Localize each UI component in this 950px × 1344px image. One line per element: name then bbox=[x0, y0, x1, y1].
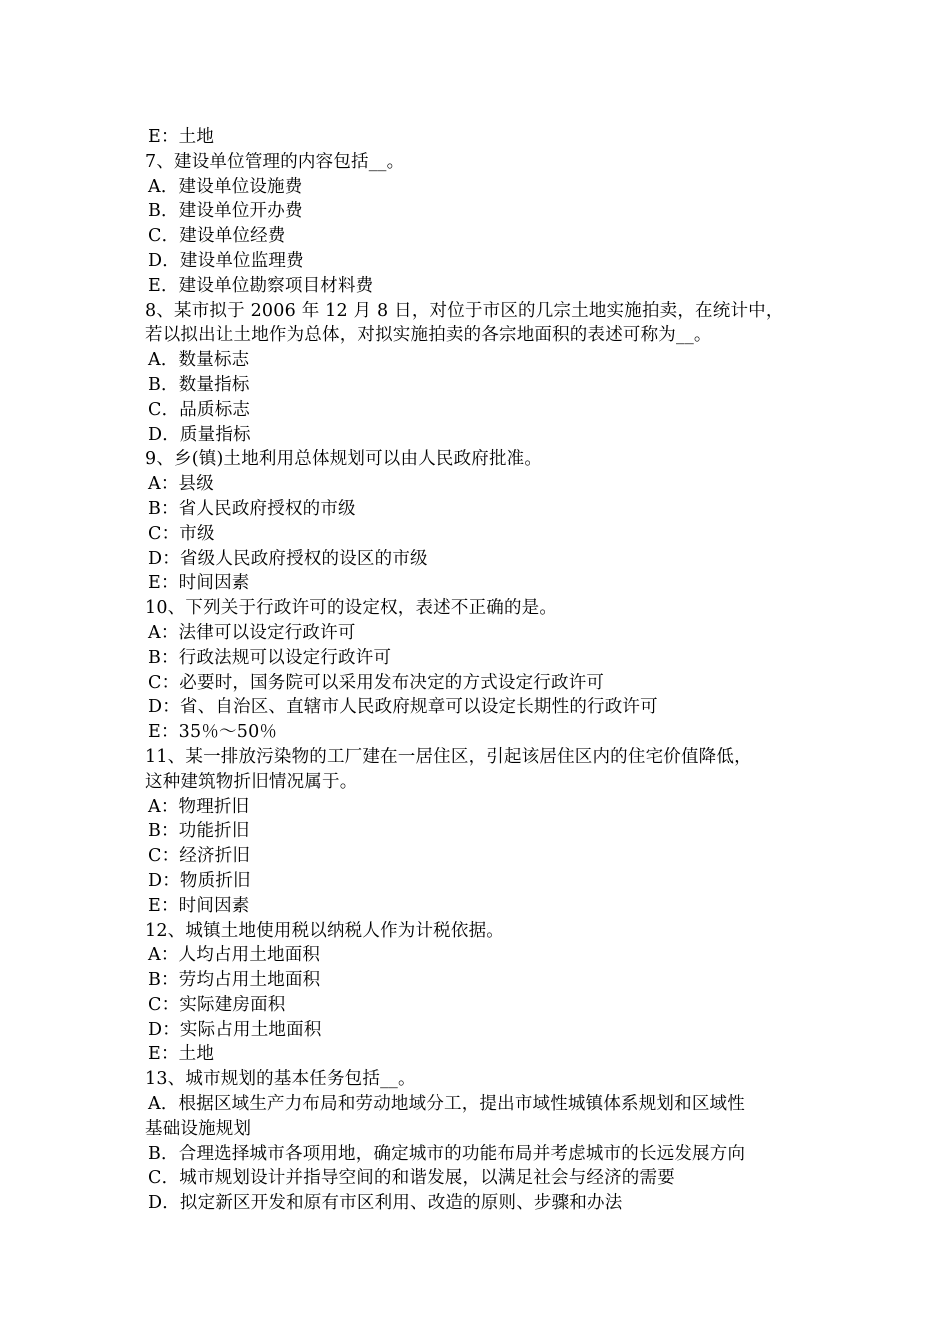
answer-option: B：功能折旧 bbox=[148, 821, 250, 842]
answer-option: A：法律可以设定行政许可 bbox=[148, 622, 356, 643]
answer-option: E．建设单位勘察项目材料费 bbox=[148, 275, 374, 296]
answer-option: A：物理折旧 bbox=[148, 796, 250, 817]
answer-option: E：土地 bbox=[148, 1044, 215, 1065]
question-text: 基础设施规划 bbox=[145, 1118, 252, 1139]
question-text: 9、乡(镇)土地利用总体规划可以由人民政府批准。 bbox=[145, 449, 543, 470]
question-text: 若以拟出让土地作为总体，对拟实施拍卖的各宗地面积的表述可称为__。 bbox=[145, 325, 712, 346]
answer-option: B．数量指标 bbox=[148, 374, 250, 395]
answer-option: E：35％～50％ bbox=[148, 722, 278, 743]
answer-option: B．合理选择城市各项用地，确定城市的功能布局并考虑城市的长远发展方向 bbox=[148, 1143, 746, 1164]
question-text: 12、城镇土地使用税以纳税人作为计税依据。 bbox=[145, 920, 504, 941]
answer-option: D．拟定新区开发和原有市区利用、改造的原则、步骤和办法 bbox=[148, 1193, 623, 1214]
answer-option: A：县级 bbox=[148, 474, 214, 495]
answer-option: A．建设单位设施费 bbox=[148, 176, 303, 197]
answer-option: C．品质标志 bbox=[148, 399, 251, 420]
answer-option: B．建设单位开办费 bbox=[148, 201, 303, 222]
answer-option: D：省级人民政府授权的设区的市级 bbox=[148, 548, 428, 569]
answer-option: B：行政法规可以设定行政许可 bbox=[148, 647, 392, 668]
answer-option: C．城市规划设计并指导空间的和谐发展，以满足社会与经济的需要 bbox=[148, 1168, 675, 1189]
answer-option: A．根据区域生产力布局和劳动地域分工，提出市域性城镇体系规划和区域性 bbox=[148, 1094, 745, 1115]
answer-option: C：经济折旧 bbox=[148, 846, 251, 867]
answer-option: E：土地 bbox=[148, 127, 215, 147]
answer-option: D．质量指标 bbox=[148, 424, 251, 445]
answer-option: A．数量标志 bbox=[148, 350, 250, 371]
answer-option: D：省、自治区、直辖市人民政府规章可以设定长期性的行政许可 bbox=[148, 697, 658, 718]
answer-option: B：省人民政府授权的市级 bbox=[148, 498, 356, 519]
answer-option: C：市级 bbox=[148, 523, 215, 544]
answer-option: E：时间因素 bbox=[148, 895, 250, 916]
answer-option: E：时间因素 bbox=[148, 573, 250, 594]
question-text: 11、某一排放污染物的工厂建在一居住区，引起该居住区内的住宅价值降低， bbox=[145, 746, 752, 767]
answer-option: B：劳均占用土地面积 bbox=[148, 970, 321, 991]
question-text: 8、某市拟于 2006 年 12 月 8 日，对位于市区的几宗土地实施拍卖，在统计中， bbox=[145, 300, 784, 321]
answer-option: D：实际占用土地面积 bbox=[148, 1019, 322, 1040]
answer-option: A：人均占用土地面积 bbox=[148, 945, 321, 966]
question-text: 13、城市规划的基本任务包括__。 bbox=[145, 1069, 416, 1090]
document-body bbox=[145, 125, 810, 1216]
answer-option: C．建设单位经费 bbox=[148, 226, 286, 247]
answer-option: D：物质折旧 bbox=[148, 870, 251, 891]
answer-option: C：必要时，国务院可以采用发布决定的方式设定行政许可 bbox=[148, 672, 605, 693]
question-text: 这种建筑物折旧情况属于。 bbox=[145, 771, 358, 792]
answer-option: C：实际建房面积 bbox=[148, 994, 286, 1015]
question-text: 10、下列关于行政许可的设定权，表述不正确的是。 bbox=[145, 598, 558, 619]
answer-option: D．建设单位监理费 bbox=[148, 250, 304, 271]
question-text: 7、建设单位管理的内容包括__。 bbox=[145, 151, 405, 172]
